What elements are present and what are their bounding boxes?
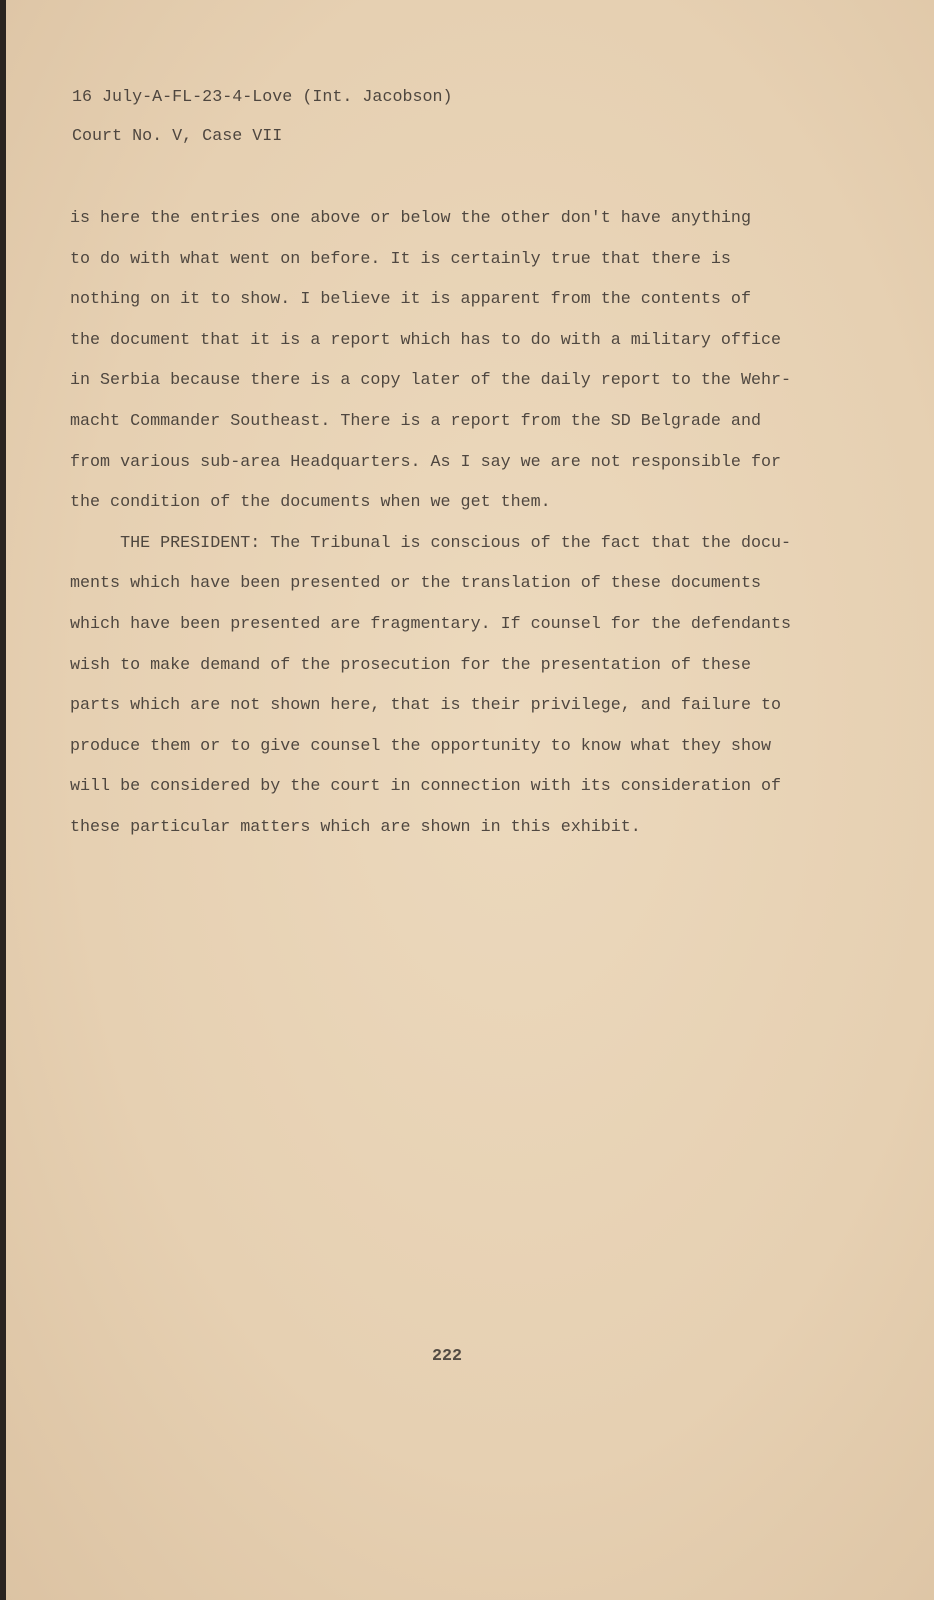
body-line: wish to make demand of the prosecution for the presentation of these bbox=[70, 655, 751, 675]
body-line: nothing on it to show. I believe it is apparent from the contents of bbox=[70, 290, 751, 310]
body-line: macht Commander Southeast. There is a report from the SD Belgrade and bbox=[70, 412, 761, 431]
body-line: THE PRESIDENT: The Tribunal is conscious of the fact that the docu- bbox=[70, 533, 792, 553]
body-line: the document that it is a report which has to do with a military office bbox=[70, 330, 782, 350]
page-edge bbox=[0, 0, 6, 1600]
body-line: which have been presented are fragmentary. If counsel for the defendants bbox=[70, 615, 792, 634]
body-line: produce them or to give counsel the opportunity to know what they show bbox=[70, 736, 771, 756]
body-line: ments which have been presented or the translation of these documents bbox=[70, 574, 761, 594]
body-line: is here the entries one above or below the other don't have anything bbox=[70, 209, 751, 228]
body-line: to do with what went on before. It is certainly true that there is bbox=[70, 249, 731, 269]
body-line: in Serbia because there is a copy later of the daily report to the Wehr- bbox=[70, 371, 792, 391]
header-line-1: 16 July-A-FL-23-4-Love (Int. Jacobson) bbox=[72, 88, 453, 107]
body-line: will be considered by the court in connection with its consideration of bbox=[70, 777, 782, 797]
body-line: the condition of the documents when we get them. bbox=[70, 493, 551, 513]
header-line-2: Court No. V, Case VII bbox=[72, 127, 283, 146]
body-line: these particular matters which are shown in this exhibit. bbox=[70, 818, 641, 837]
page-number: 222 bbox=[432, 1347, 463, 1366]
body-line: from various sub-area Headquarters. As I say we are not responsible for bbox=[70, 452, 782, 472]
body-line: parts which are not shown here, that is their privilege, and failure to bbox=[70, 696, 782, 716]
